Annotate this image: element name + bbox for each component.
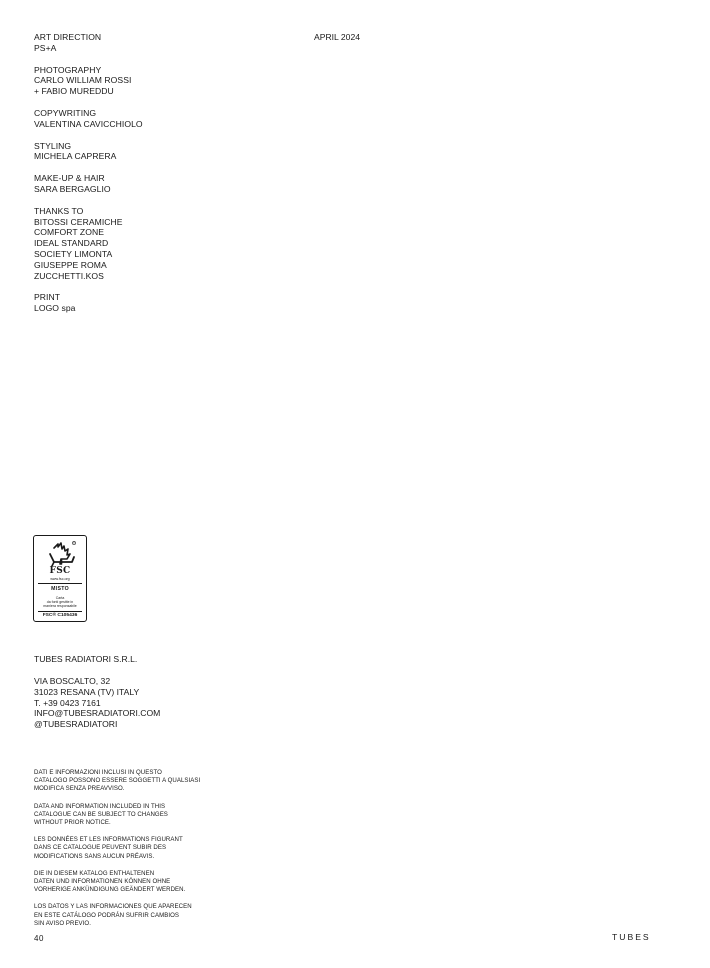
address-phone: T. +39 0423 7161 [34, 697, 101, 708]
credit-name: PS+A [34, 42, 57, 53]
credit-role: PHOTOGRAPHY [34, 64, 102, 75]
disclaimer-italian [34, 769, 200, 794]
disclaimer-line: DATI E INFORMAZIONI INCLUSI IN QUESTO [34, 769, 162, 776]
credit-role: MAKE-UP & HAIR [34, 173, 105, 184]
credit-make-up-hair [34, 173, 143, 195]
disclaimer-line: LES DONNÉES ET LES INFORMATIONS FIGURANT [34, 836, 183, 844]
credit-name: COMFORT ZONE [34, 227, 104, 238]
credit-name: SARA BERGAGLIO [34, 183, 111, 194]
disclaimer-line: DIE IN DIESEM KATALOG ENTHALTENEN [34, 869, 155, 877]
credit-name: BITOSSI CERAMICHE [34, 216, 123, 227]
disclaimer-english [34, 803, 200, 828]
disclaimer-line: LOS DATOS Y LAS INFORMACIONES QUE APARECEN [34, 903, 192, 911]
disclaimer-french [34, 836, 200, 861]
credit-role: ART DIRECTION [34, 32, 102, 42]
credits-block [34, 32, 143, 325]
credit-name: VALENTINA CAVICCHIOLO [34, 118, 143, 129]
credit-name: CARLO WILLIAM ROSSI [34, 75, 132, 86]
credit-name: + FABIO MUREDDU [34, 86, 114, 97]
credit-name: SOCIETY LIMONTA [34, 248, 113, 259]
fsc-claim-line: maniera responsabile [43, 604, 77, 609]
disclaimer-spanish [34, 903, 200, 928]
credit-thanks-to [34, 206, 143, 282]
fsc-claim-line: da fonti gestite in [46, 600, 74, 605]
credit-name: ZUCCHETTI.KOS [34, 270, 104, 281]
credit-art-direction [34, 32, 143, 54]
fsc-certification-label [33, 535, 87, 622]
credit-photography [34, 65, 143, 97]
disclaimer-line: EN ESTE CATÁLOGO PODRÁN SUFRIR CAMBIOS [34, 911, 180, 919]
disclaimer-line: DATEN UND INFORMATIONEN KÖNNEN OHNE [34, 878, 171, 886]
credit-role: COPYWRITING [34, 107, 97, 118]
disclaimer-line: DANS CE CATALOGUE PEUVENT SUBIR DES [34, 844, 167, 852]
address-email: INFO@TUBESRADIATORI.COM [34, 708, 161, 719]
disclaimer-line: SIN AVISO PREVIO. [34, 919, 91, 927]
disclaimer-line: DATA AND INFORMATION INCLUDED IN THIS [34, 802, 166, 810]
fsc-claim [34, 596, 86, 609]
fsc-logotype: FSC [49, 566, 71, 576]
disclaimer-line: WITHOUT PRIOR NOTICE. [34, 819, 111, 827]
address-street: VIA BOSCALTO, 32 [34, 676, 111, 686]
credit-print [34, 292, 143, 314]
brand-wordmark: TUBES [612, 932, 651, 942]
disclaimer-line: VORHERIGE ANKÜNDIGUNG GEÄNDERT WERDEN. [34, 886, 186, 894]
credit-role: THANKS TO [34, 205, 84, 216]
credit-copywriting [34, 108, 143, 130]
fsc-claim-line: Carta [55, 596, 65, 600]
company-name: TUBES RADIATORI S.R.L. [34, 654, 138, 664]
fsc-url: www.fsc.org [50, 577, 70, 581]
disclaimer-line: CATALOGUE CAN BE SUBJECT TO CHANGES [34, 810, 168, 818]
credit-name: IDEAL STANDARD [34, 238, 109, 249]
disclaimer-line: CATALOGO POSSONO ESSERE SOGGETTI A QUALSIASI [34, 777, 201, 785]
publication-date: APRIL 2024 [314, 32, 361, 42]
disclaimers-block [34, 769, 200, 937]
fsc-divider [38, 611, 82, 612]
fsc-label-misto: MISTO [51, 586, 69, 592]
fsc-divider [38, 583, 82, 584]
disclaimer-line: MODIFICA SENZA PREAVVISO. [34, 785, 125, 793]
fsc-registered-mark: ® [73, 542, 75, 546]
fsc-license-code: FSC® C105436 [42, 613, 78, 618]
page-number: 40 [34, 934, 45, 943]
address-social-handle: @TUBESRADIATORI [34, 719, 118, 730]
credit-name: LOGO spa [34, 303, 76, 314]
disclaimer-line: MODIFICATIONS SANS AUCUN PRÉAVIS. [34, 852, 155, 860]
credit-name: GIUSEPPE ROMA [34, 259, 107, 270]
credit-role: PRINT [34, 292, 61, 303]
disclaimer-german [34, 870, 200, 895]
credit-styling [34, 141, 143, 163]
address-city: 31023 RESANA (TV) ITALY [34, 686, 140, 697]
credit-name: MICHELA CAPRERA [34, 151, 117, 162]
credit-role: STYLING [34, 140, 72, 151]
company-address [34, 676, 160, 730]
fsc-tree-icon [45, 540, 77, 568]
